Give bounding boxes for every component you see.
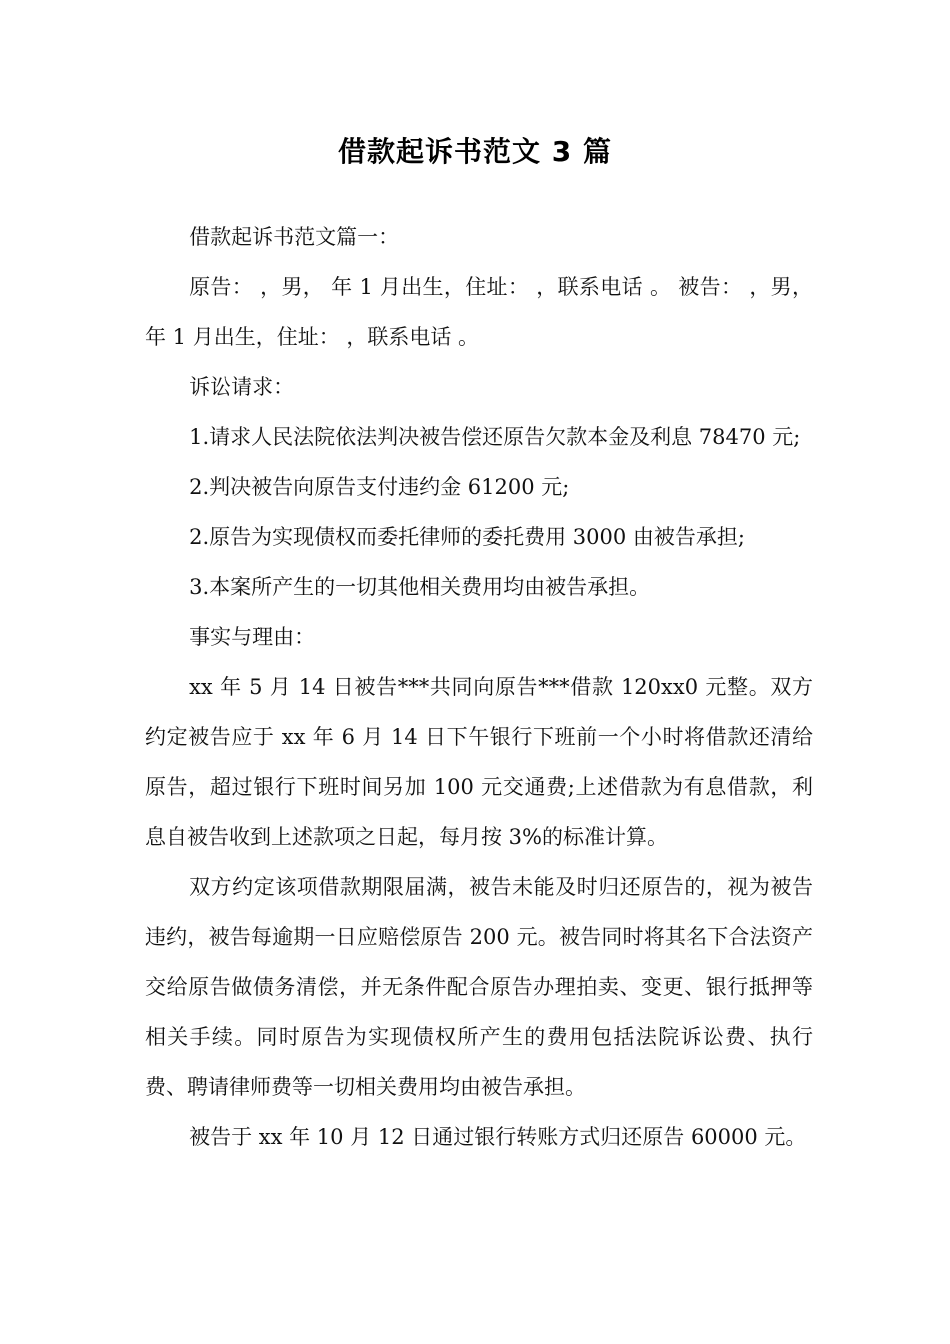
document-title: 借款起诉书范文 3 篇: [338, 135, 612, 168]
document-body: [145, 212, 813, 1162]
claims-heading: 诉讼请求：: [189, 375, 295, 399]
parties-paragraph: 原告： ，男， 年 1 月出生，住址： ，联系电话 。 被告： ，男， 年 1 月出生，住址： ，联系电话 。: [145, 275, 813, 349]
claim-item-1: 1.请求人民法院依法判决被告偿还原告欠款本金及利息 78470 元;: [189, 425, 801, 449]
facts-paragraph-1: xx 年 5 月 14 日被告***共同向原告***借款 120xx0 元整。双方约定被告应于 xx 年 6 月 14 日下午银行下班前一个小时将借款还清给原告，超过银行下班时间另加 100 元交通费;上述借款为有息借款，利息自被告收到上述款项之日起，每月按 3%的标准计算。: [145, 675, 813, 849]
section-heading-1: 借款起诉书范文篇一：: [189, 225, 400, 249]
facts-heading: 事实与理由：: [189, 625, 316, 649]
facts-paragraph-3: 被告于 xx 年 10 月 12 日通过银行转账方式归还原告 60000 元。: [189, 1125, 807, 1149]
claim-item-4: 3.本案所产生的一切其他相关费用均由被告承担。: [189, 575, 651, 599]
claim-item-3: 2.原告为实现债权而委托律师的委托费用 3000 由被告承担;: [189, 525, 745, 549]
claim-item-2: 2.判决被告向原告支付违约金 61200 元;: [189, 475, 570, 499]
facts-paragraph-2: 双方约定该项借款期限届满，被告未能及时归还原告的，视为被告违约，被告每逾期一日应赔偿原告 200 元。被告同时将其名下合法资产交给原告做债务清偿，并无条件配合原告办理拍卖、变更、银行抵押等相关手续。同时原告为实现债权所产生的费用包括法院诉讼费、执行费、聘请律师费等一切相关费用均由被告承担。: [145, 875, 813, 1099]
